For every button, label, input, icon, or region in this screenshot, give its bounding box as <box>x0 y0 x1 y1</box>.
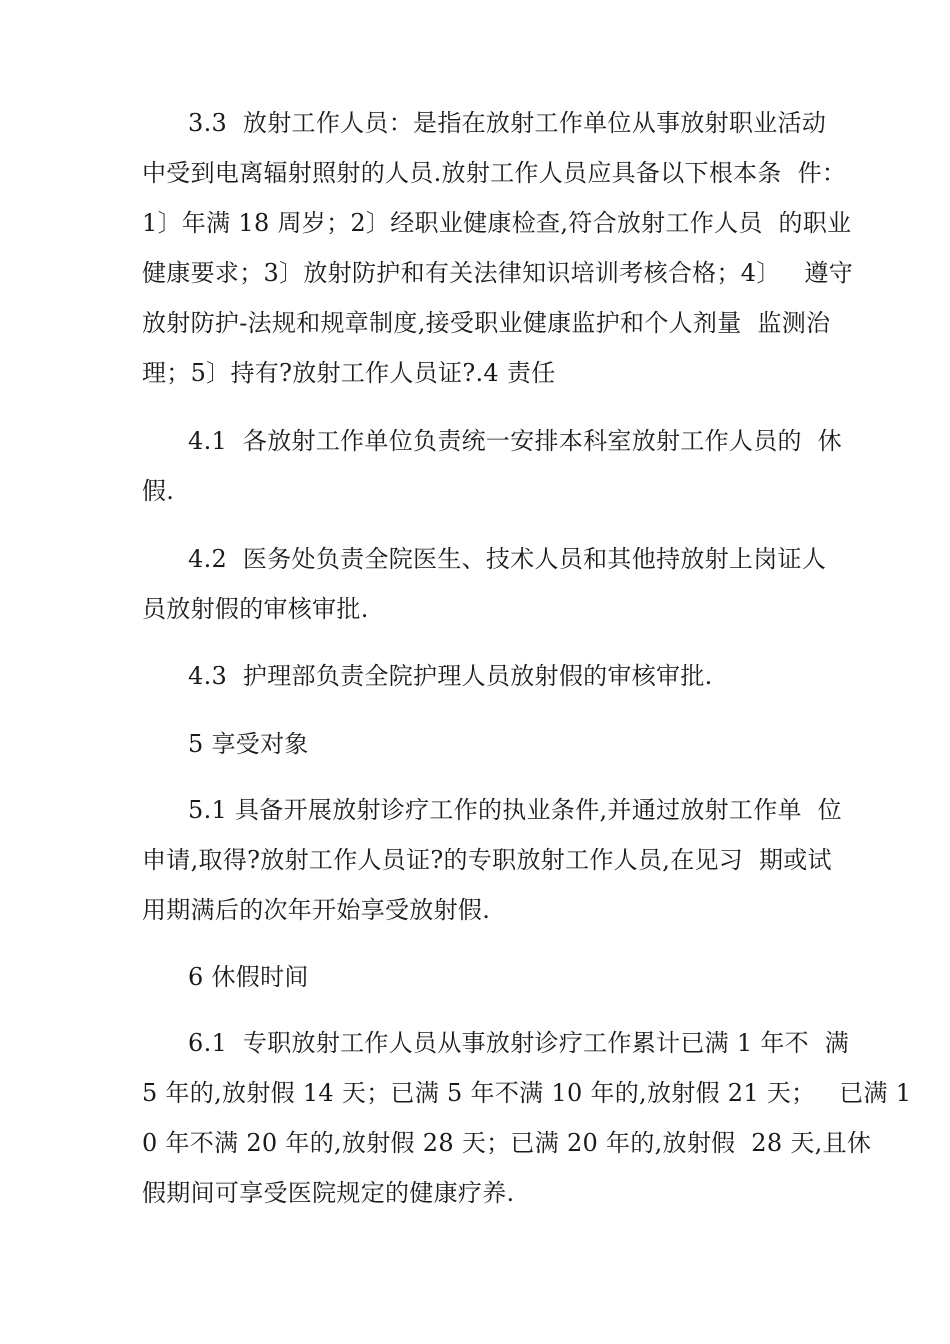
text-line: 假. <box>142 477 175 505</box>
text-line: 5.1 具备开展放射诊疗工作的执业条件,并通过放射工作单 位 <box>188 796 842 824</box>
text-line: 5 年的,放射假 14 天；已满 5 年不满 10 年的,放射假 21 天； 已满 1 <box>142 1079 912 1107</box>
text-line: 0 年不满 20 年的,放射假 28 天；已满 20 年的,放射假 28 天,且休 <box>142 1129 872 1157</box>
section-title: 5 享受对象 <box>188 730 309 758</box>
text-line: 健康要求；3〕放射防护和有关法律知识培训考核合格；4〕 遵守 <box>142 259 854 287</box>
text-line: 1〕年满 18 周岁；2〕经职业健康检查,符合放射工作人员 的职业 <box>142 209 852 237</box>
text-line: 用期满后的次年开始享受放射假. <box>142 896 491 924</box>
text-line: 4.1 各放射工作单位负责统一安排本科室放射工作人员的 休 <box>188 427 842 455</box>
text-line: 3.3 放射工作人员：是指在放射工作单位从事放射职业活动 <box>188 109 827 137</box>
section-title: 6 休假时间 <box>188 963 309 991</box>
text-line: 员放射假的审核审批. <box>142 595 369 623</box>
text-line: 申请,取得?放射工作人员证?的专职放射工作人员,在见习 期或试 <box>142 846 832 874</box>
text-line: 6.1 专职放射工作人员从事放射诊疗工作累计已满 1 年不 满 <box>188 1029 850 1057</box>
text-line: 4.2 医务处负责全院医生、技术人员和其他持放射上岗证人 <box>188 545 827 573</box>
text-line: 4.3 护理部负责全院护理人员放射假的审核审批. <box>188 662 713 690</box>
text-line: 中受到电离辐射照射的人员.放射工作人员应具备以下根本条 件： <box>142 159 847 187</box>
text-line: 放射防护-法规和规章制度,接受职业健康监护和个人剂量 监测治 <box>142 309 831 337</box>
text-line: 假期间可享受医院规定的健康疗养. <box>142 1179 515 1207</box>
text-line: 理；5〕持有?放射工作人员证?.4 责任 <box>142 359 556 387</box>
